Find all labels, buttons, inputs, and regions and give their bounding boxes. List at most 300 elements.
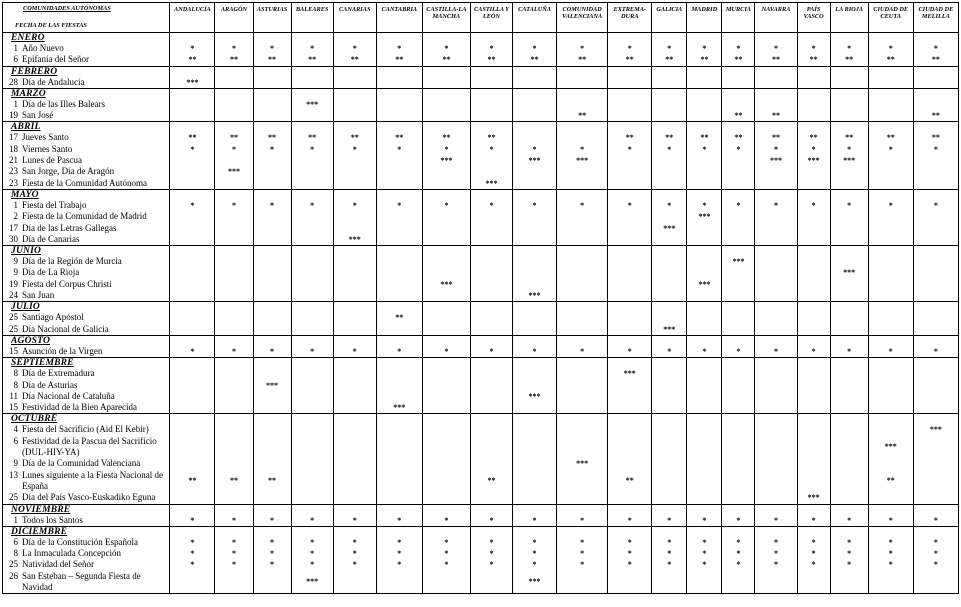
holiday-mark: * (489, 537, 494, 547)
cell-spacer (831, 122, 868, 132)
cell-spacer (755, 67, 796, 77)
holiday-mark: * (736, 549, 741, 559)
region-marks-cell (422, 302, 470, 336)
region-marks-cell (422, 414, 470, 504)
holiday-mark (377, 155, 422, 166)
holiday-mark (831, 211, 868, 222)
holiday-day: 21 (9, 155, 18, 166)
region-marks-cell (868, 414, 913, 504)
region-marks-cell (376, 66, 422, 88)
holiday-name: Día de Asturias (22, 379, 78, 390)
holiday-mark (608, 312, 651, 323)
holiday-mark: * (773, 200, 778, 210)
holiday-mark (798, 256, 830, 267)
holiday-mark (798, 391, 830, 402)
cell-spacer (215, 122, 252, 132)
holiday-mark: *** (576, 156, 589, 166)
holiday-mark: * (310, 144, 315, 154)
holiday-mark (831, 312, 868, 323)
cell-spacer (377, 358, 422, 368)
holiday-mark (254, 99, 291, 110)
holiday-mark: *** (393, 403, 406, 413)
holiday-mark (722, 380, 754, 391)
holiday-mark (423, 436, 470, 459)
cell-spacer (869, 527, 913, 537)
holiday-mark (215, 234, 252, 245)
cell-spacer (471, 122, 512, 132)
holiday-mark (170, 223, 214, 234)
holiday-mark (869, 402, 913, 413)
region-marks-cell (170, 88, 215, 122)
cell-spacer (687, 246, 721, 256)
holiday-day: 9 (13, 267, 18, 278)
holiday-mark: * (310, 537, 315, 547)
cell-spacer (914, 246, 958, 256)
holiday-mark (215, 256, 252, 267)
region-marks-cell (557, 88, 608, 122)
holiday-mark (831, 290, 868, 301)
holiday-mark (652, 391, 686, 402)
region-marks-cell (215, 302, 253, 336)
region-marks-cell (170, 302, 215, 336)
holiday-mark: * (667, 537, 672, 547)
region-marks-cell (557, 358, 608, 414)
cell-spacer (215, 190, 252, 200)
holiday-mark (377, 571, 422, 594)
cell-spacer (869, 302, 913, 312)
holiday-mark (471, 424, 512, 435)
holiday-mark (334, 571, 376, 594)
holiday-mark: * (702, 549, 707, 559)
region-marks-cell (687, 504, 722, 526)
holiday-mark (755, 458, 796, 469)
holiday-day: 8 (13, 379, 18, 390)
holiday-mark (292, 402, 333, 413)
holiday-mark (687, 571, 721, 594)
holiday-mark (471, 436, 512, 459)
holiday-entry (3, 548, 169, 559)
holiday-mark (798, 324, 830, 335)
cell-spacer (798, 414, 830, 424)
holiday-mark (423, 99, 470, 110)
holiday-mark (423, 324, 470, 335)
holiday-mark (869, 256, 913, 267)
holiday-day: 4 (13, 424, 18, 435)
region-marks-cell (557, 414, 608, 504)
holiday-mark (755, 211, 796, 222)
region-marks-cell (513, 189, 557, 245)
holiday-mark: ** (188, 475, 197, 485)
holiday-mark (423, 380, 470, 391)
region-marks-cell (608, 414, 652, 504)
cell-spacer (869, 33, 913, 43)
region-marks-cell (215, 33, 253, 67)
holiday-mark (557, 368, 607, 379)
region-marks-cell (513, 414, 557, 504)
holiday-entry (3, 458, 169, 469)
region-header: NAVARRA (755, 3, 797, 33)
holiday-mark (513, 402, 556, 413)
holiday-mark (557, 391, 607, 402)
holiday-day: 13 (9, 469, 18, 480)
holiday-mark (377, 234, 422, 245)
holiday-mark (334, 492, 376, 503)
cell-spacer (557, 122, 607, 132)
cell-spacer (423, 190, 470, 200)
holiday-mark (254, 155, 291, 166)
holiday-mark (215, 290, 252, 301)
region-marks-cell (470, 122, 512, 189)
holiday-mark (557, 402, 607, 413)
holiday-mark: * (627, 515, 632, 525)
holiday-mark: * (888, 537, 893, 547)
holiday-mark (608, 458, 651, 469)
region-marks-cell (830, 358, 868, 414)
cell-spacer (254, 246, 291, 256)
cell-spacer (471, 246, 512, 256)
holiday-mark (215, 155, 252, 166)
holiday-mark (513, 368, 556, 379)
holiday-mark: *** (440, 279, 453, 289)
region-marks-cell (608, 122, 652, 189)
holiday-entry (3, 402, 169, 413)
holiday-mark (215, 492, 252, 503)
holiday-calendar-table (2, 2, 959, 594)
region-marks-cell (557, 189, 608, 245)
cell-spacer (254, 122, 291, 132)
holiday-day: 2 (13, 211, 18, 222)
holiday-mark: ** (734, 111, 743, 121)
cell-spacer (831, 414, 868, 424)
holiday-entry (3, 470, 169, 493)
cell-spacer (423, 414, 470, 424)
holiday-mark (687, 424, 721, 435)
month-row-septiembre (3, 358, 959, 414)
holiday-mark (334, 155, 376, 166)
holiday-mark (292, 77, 333, 88)
holiday-mark (377, 290, 422, 301)
cell-spacer (334, 336, 376, 346)
holiday-mark: ** (188, 55, 197, 65)
holiday-mark: * (811, 549, 816, 559)
holiday-mark (869, 178, 913, 189)
cell-spacer (869, 190, 913, 200)
holiday-mark (215, 77, 252, 88)
holiday-mark (798, 77, 830, 88)
cell-spacer (377, 246, 422, 256)
holiday-entry (3, 515, 169, 526)
holiday-mark (513, 470, 556, 493)
holiday-mark: *** (698, 212, 711, 222)
holiday-day: 19 (9, 110, 18, 121)
holiday-mark: * (532, 144, 537, 154)
holiday-mark: * (667, 346, 672, 356)
region-marks-cell (557, 33, 608, 67)
holiday-name: Día de La Rioja (22, 267, 80, 278)
holiday-mark: ** (229, 133, 238, 143)
holiday-mark: * (270, 144, 275, 154)
region-marks-cell (422, 504, 470, 526)
holiday-mark (608, 155, 651, 166)
holiday-mark: ** (931, 133, 940, 143)
holiday-name: Fiesta de la Comunidad de Madrid (22, 211, 147, 222)
holiday-mark: * (270, 560, 275, 570)
holiday-mark: * (847, 549, 852, 559)
holiday-mark (377, 256, 422, 267)
holiday-mark (334, 324, 376, 335)
holiday-mark: * (397, 200, 402, 210)
holiday-mark (755, 267, 796, 278)
fecha-label: FECHA DE LAS FIESTAS (15, 22, 87, 29)
holiday-mark (471, 223, 512, 234)
holiday-name: La Inmaculada Concepción (22, 548, 121, 559)
holiday-mark: * (532, 515, 537, 525)
region-marks-cell (557, 122, 608, 189)
holiday-mark (914, 368, 958, 379)
holiday-mark (722, 402, 754, 413)
holiday-mark (471, 312, 512, 323)
cell-spacer (557, 336, 607, 346)
holiday-name: Día de la Comunidad Valenciana (22, 458, 141, 469)
cell-spacer (914, 33, 958, 43)
holiday-mark (377, 380, 422, 391)
region-marks-cell (557, 66, 608, 88)
month-label: ENERO (11, 33, 45, 43)
holiday-mark: ** (931, 111, 940, 121)
cell-spacer (831, 302, 868, 312)
holiday-mark: * (231, 549, 236, 559)
month-cell (3, 358, 170, 414)
holiday-mark (652, 178, 686, 189)
cell-spacer (869, 67, 913, 77)
month-label: JUNIO (11, 246, 42, 257)
region-marks-cell (830, 122, 868, 189)
region-marks-cell (215, 122, 253, 189)
holiday-mark (292, 267, 333, 278)
holiday-mark: * (444, 515, 449, 525)
holiday-mark (292, 178, 333, 189)
cell-spacer (755, 122, 796, 132)
cell-spacer (215, 414, 252, 424)
holiday-name: Fiesta del Trabajo (22, 199, 87, 210)
holiday-mark (755, 324, 796, 335)
holiday-mark (914, 178, 958, 189)
region-marks-cell (722, 526, 755, 593)
region-marks-cell (830, 66, 868, 88)
region-marks-cell (215, 358, 253, 414)
holiday-mark: * (811, 346, 816, 356)
holiday-mark (869, 458, 913, 469)
holiday-mark (652, 436, 686, 459)
holiday-mark: * (627, 537, 632, 547)
region-marks-cell (253, 88, 291, 122)
holiday-mark: * (627, 44, 632, 53)
cell-spacer (377, 122, 422, 132)
holiday-mark: * (933, 144, 938, 154)
holiday-mark (557, 290, 607, 301)
holiday-day: 24 (9, 290, 18, 301)
region-marks-cell (687, 88, 722, 122)
holiday-mark (652, 279, 686, 290)
cell-spacer (170, 89, 214, 99)
cell-spacer (254, 336, 291, 346)
cell-spacer (292, 89, 333, 99)
holiday-mark (471, 110, 512, 121)
cell-spacer (722, 33, 754, 43)
holiday-mark (471, 234, 512, 245)
region-marks-cell (830, 302, 868, 336)
cell-spacer (254, 190, 291, 200)
holiday-mark: * (270, 537, 275, 547)
holiday-entry (3, 571, 169, 594)
region-marks-cell (253, 189, 291, 245)
holiday-mark (652, 211, 686, 222)
holiday-day: 11 (9, 390, 18, 401)
region-marks-cell (652, 414, 687, 504)
region-marks-cell (913, 66, 958, 88)
holiday-mark: * (933, 537, 938, 547)
holiday-mark: ** (395, 55, 404, 65)
holiday-mark: ** (665, 55, 674, 65)
holiday-mark: * (580, 144, 585, 154)
region-marks-cell (868, 335, 913, 357)
holiday-mark (377, 324, 422, 335)
region-marks-cell (913, 526, 958, 593)
cell-spacer (687, 414, 721, 424)
holiday-day: 17 (9, 222, 18, 233)
holiday-mark (798, 211, 830, 222)
holiday-mark (722, 312, 754, 323)
region-marks-cell (513, 526, 557, 593)
region-marks-cell (608, 302, 652, 336)
region-marks-cell (422, 358, 470, 414)
holiday-mark: ** (188, 133, 197, 143)
holiday-mark (334, 391, 376, 402)
holiday-mark (914, 436, 958, 459)
holiday-mark (722, 279, 754, 290)
holiday-mark: * (270, 515, 275, 525)
holiday-mark: ** (809, 133, 818, 143)
holiday-mark: * (532, 346, 537, 356)
cell-spacer (798, 246, 830, 256)
holiday-entry (3, 492, 169, 503)
cell-spacer (652, 358, 686, 368)
holiday-mark (513, 211, 556, 222)
holiday-mark (687, 178, 721, 189)
holiday-mark (722, 155, 754, 166)
month-cell (3, 66, 170, 88)
holiday-mark (687, 470, 721, 493)
holiday-mark (471, 77, 512, 88)
region-marks-cell (687, 189, 722, 245)
cell-spacer (652, 414, 686, 424)
holiday-mark (170, 211, 214, 222)
holiday-mark (170, 368, 214, 379)
holiday-mark: * (190, 515, 195, 525)
holiday-mark (334, 166, 376, 177)
holiday-mark: ** (487, 55, 496, 65)
holiday-mark: *** (843, 156, 856, 166)
holiday-mark (254, 211, 291, 222)
cell-spacer (471, 67, 512, 77)
cell-spacer (687, 89, 721, 99)
holiday-entry (3, 279, 169, 290)
region-marks-cell (687, 414, 722, 504)
region-marks-cell (253, 122, 291, 189)
holiday-day: 25 (9, 323, 18, 334)
holiday-mark (513, 458, 556, 469)
holiday-mark: ** (700, 55, 709, 65)
region-marks-cell (722, 189, 755, 245)
holiday-name: Fiesta de la Comunidad Autónoma (22, 177, 147, 188)
holiday-name: Jueves Santo (22, 132, 69, 143)
holiday-mark: * (667, 44, 672, 53)
holiday-mark (423, 178, 470, 189)
holiday-mark (170, 166, 214, 177)
holiday-mark: *** (769, 156, 782, 166)
region-marks-cell (215, 246, 253, 302)
holiday-entry (3, 424, 169, 435)
holiday-mark (254, 324, 291, 335)
region-header: BALEARES (291, 3, 333, 33)
holiday-mark (914, 380, 958, 391)
holiday-mark: ** (308, 133, 317, 143)
region-marks-cell (868, 189, 913, 245)
holiday-mark (377, 368, 422, 379)
holiday-mark (215, 99, 252, 110)
region-marks-cell (868, 526, 913, 593)
region-marks-cell (376, 526, 422, 593)
cell-spacer (608, 67, 651, 77)
region-marks-cell (376, 504, 422, 526)
holiday-mark (798, 380, 830, 391)
region-marks-cell (170, 504, 215, 526)
cell-spacer (292, 505, 333, 515)
cell-spacer (334, 246, 376, 256)
region-marks-cell (557, 302, 608, 336)
cell-spacer (377, 505, 422, 515)
holiday-mark (722, 571, 754, 594)
cell-spacer (292, 527, 333, 537)
holiday-mark (831, 234, 868, 245)
holiday-mark: *** (663, 324, 676, 334)
cell-spacer (722, 122, 754, 132)
holiday-mark (334, 458, 376, 469)
holiday-entry (3, 256, 169, 267)
holiday-mark (798, 436, 830, 459)
region-marks-cell (687, 358, 722, 414)
holiday-mark (869, 279, 913, 290)
holiday-mark (798, 368, 830, 379)
month-row-diciembre (3, 526, 959, 593)
holiday-mark (831, 77, 868, 88)
holiday-mark: * (580, 515, 585, 525)
holiday-mark: ** (886, 133, 895, 143)
region-marks-cell (333, 33, 376, 67)
region-marks-cell (868, 302, 913, 336)
cell-spacer (471, 505, 512, 515)
holiday-mark: *** (807, 156, 820, 166)
holiday-mark (869, 110, 913, 121)
holiday-mark (869, 571, 913, 594)
holiday-mark (652, 571, 686, 594)
holiday-entry (3, 312, 169, 323)
holiday-mark (513, 436, 556, 459)
holiday-day: 8 (13, 368, 18, 379)
holiday-mark (377, 223, 422, 234)
cell-spacer (831, 33, 868, 43)
holiday-mark: * (231, 560, 236, 570)
